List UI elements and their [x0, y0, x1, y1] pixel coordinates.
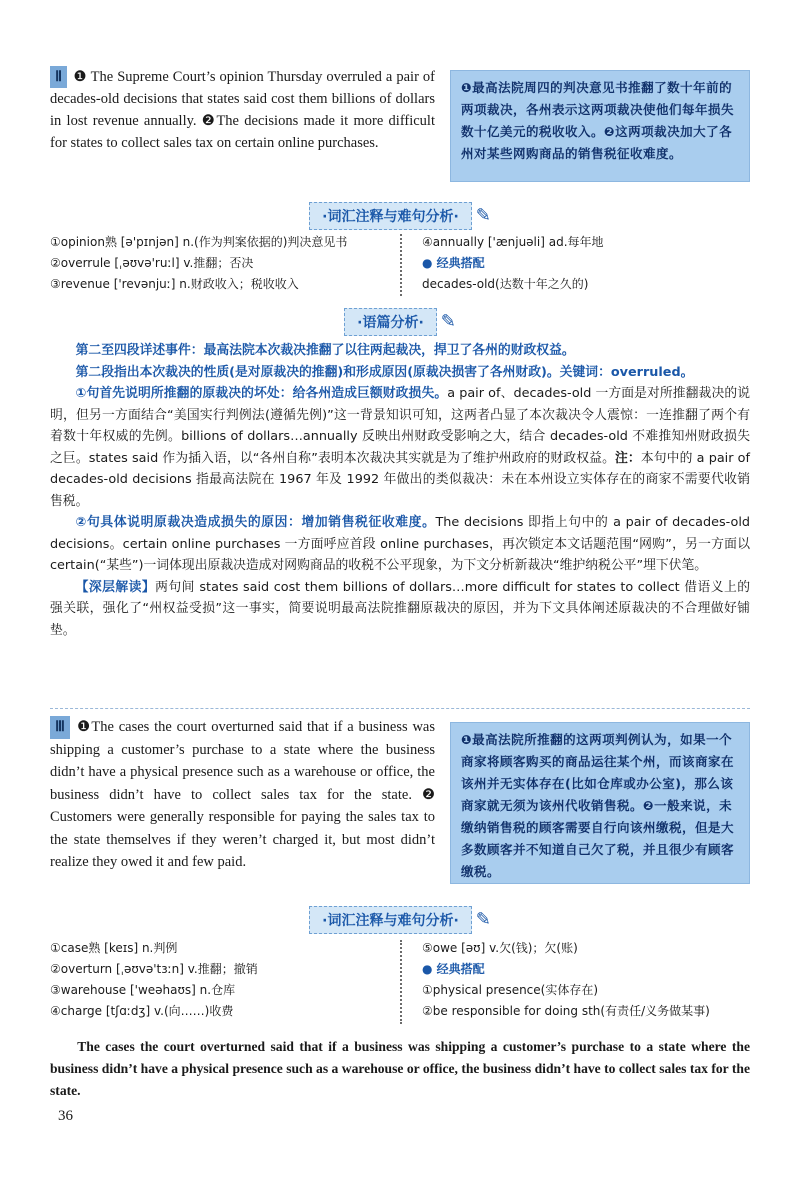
vocab-item: ④charge [tʃɑːdʒ] v.(向……)收费	[50, 1004, 234, 1018]
vocab-item: ①opinion熟 [ə'pɪnjən] n.(作为判案依据的)判决意见书	[50, 235, 348, 249]
section3-translation: ❶最高法院所推翻的这两项判例认为，如果一个商家将顾客购买的商品运往某个州，而该商家在该州并无实体存在(比如仓库或办公室)，那么该商家就无须为该州代收销售税。❷一般来说，未缴纳销售税的顾客需要自行向该州缴税，但是大多数顾客并不知道自己欠了税，并且很少有顾客缴税。	[461, 732, 735, 879]
discourse-p3	[50, 383, 750, 512]
divider-squiggle	[400, 234, 410, 296]
section2-translation-box	[450, 70, 750, 182]
pen-icon: ✎	[475, 909, 491, 930]
section2-vocab-heading: ·词汇注释与难句分析·	[309, 202, 472, 230]
discourse-p2: 第二段指出本次裁决的性质(是对原裁决的推翻)和形成原因(原裁决损害了各州财政)。关键词：overruled。	[75, 364, 694, 380]
vocab-item: ①physical presence(实体存在)	[422, 983, 599, 997]
discourse-heading-wrap	[0, 308, 800, 336]
discourse-p1: 第二至四段详述事件：最高法院本次裁决推翻了以往两起裁决，捍卫了各州的财政权益。	[75, 343, 575, 358]
vocab-item: ②overturn [ˌəʊvə'tɜːn] v.推翻；撤销	[50, 962, 258, 976]
section3-vocab-left	[50, 938, 390, 1022]
vocab-item: ③revenue ['revənjuː] n.财政收入；税收收入	[50, 277, 299, 291]
vocab-item: ①case熟 [keɪs] n.判例	[50, 941, 178, 955]
discourse-p3-note: 本句中的 a pair of decades-old decisions 指最高法院在 1967 年及 1992 年做出的类似裁决：未在本州设立实体存在的商家不需要代收销售税。	[50, 450, 751, 509]
vocab-item: ⑤owe [əʊ] v.欠(钱)；欠(账)	[422, 941, 578, 955]
discourse-heading: ·语篇分析·	[344, 308, 437, 336]
section2-passage	[50, 66, 435, 154]
collocation-label: ● 经典搭配	[422, 256, 485, 270]
discourse-p4-lead: ②句具体说明原裁决造成损失的原因：增加销售税征收难度。	[75, 515, 436, 530]
pen-icon: ✎	[440, 311, 456, 332]
section3-vocab-heading-wrap	[0, 906, 800, 934]
section3-vocab-right	[422, 938, 752, 1022]
section-divider	[50, 708, 750, 709]
vocab-item: ③warehouse ['weəhaʊs] n.仓库	[50, 983, 236, 997]
vocab-item: ④annually ['ænjuəli] ad.每年地	[422, 235, 604, 249]
section3-vocab-heading: ·词汇注释与难句分析·	[309, 906, 472, 934]
note-label: 注：	[614, 450, 641, 466]
page-number: 36	[58, 1108, 73, 1124]
deep-reading	[50, 577, 750, 642]
vocab-item: ②overrule [ˌəʊvə'ruːl] v.推翻；否决	[50, 256, 254, 270]
section3-passage-text: ❶The cases the court overturned said that if a business was shipping a customer’s purchase to a state where the business didn’t have a physical presence such as a warehouse or office, the business didn’t have to collect sales tax for the state. ❷ Customers were generally responsible for paying the sales tax to the state themselves if they weren’t charged it, but most didn’t realize they owed it and few paid.	[50, 719, 435, 870]
deep-reading-label: 【深层解读】	[75, 579, 156, 595]
discourse-p3-body: a pair of、decades-old 一方面是对所推翻裁决的说明，但另一方面结合“美国实行判例法(遵循先例)”这一背景知识可知，这两者凸显了本次裁决令人震惊：一连推翻了两个有着数十年权威的先例。billions of dollars…annually 反映出州财政受影响之大，结合 decades-old 不难推知州财政损失之巨。states said 作为插入语，以“各州自称”表明本次裁决其实就是为了维护州政府的财政权益。	[50, 386, 751, 466]
discourse-p3-lead: ①句首先说明所推翻的原裁决的坏处：给各州造成巨额财政损失。	[75, 386, 448, 401]
section3-translation-box	[450, 722, 750, 884]
section2-translation: ❶最高法院周四的判决意见书推翻了数十年前的两项裁决，各州表示这两项裁决使他们每年损失数十亿美元的税收收入。❷这两项裁决加大了各州对某些网购商品的销售税征收难度。	[461, 80, 735, 161]
section2-vocab-right	[422, 232, 752, 295]
vocab-item: ②be responsible for doing sth(有责任/义务做某事)	[422, 1004, 710, 1018]
divider-squiggle	[400, 940, 410, 1024]
discourse-p4	[50, 512, 750, 577]
vocab-item: decades-old(达数十年之久的)	[422, 277, 589, 291]
analysis-sentence-text: The cases the court overturned said that if a business was shipping a customer’s purchase to a state where the business didn’t have a physical presence such as a warehouse or office, the business didn’t have to collect sales tax for the state.	[50, 1039, 750, 1098]
analysis-sentence	[50, 1036, 750, 1102]
section2-passage-text: ❶ The Supreme Court’s opinion Thursday overruled a pair of decades-old decisions that states said cost them billions of dollars in lost revenue annually. ❷The decisions made it more difficult for states to collect sales tax on certain online purchases.	[50, 69, 435, 151]
deep-reading-body: 两句间 states said cost them billions of dollars…more difficult for states to collect 借语义上的强关联，强化了“州权益受损”这一事实，简要说明最高法院推翻原裁决的原因，并为下文具体阐述原裁决的不合理做好铺垫。	[50, 579, 751, 638]
collocation-label: ● 经典搭配	[422, 962, 485, 976]
section2-vocab-heading-wrap	[0, 202, 800, 230]
section3-passage	[50, 716, 435, 874]
pen-icon: ✎	[475, 205, 491, 226]
section2-roman: Ⅱ	[50, 66, 67, 88]
discourse-analysis	[50, 340, 750, 641]
section2-vocab-left	[50, 232, 390, 295]
discourse-p4-body: The decisions 即指上句中的 a pair of decades-old decisions。certain online purchases 一方面呼应首段 online purchases，再次锁定本文话题范围“网购”，另一方面以 certain(“某些”)一词体现出原裁决造成对网购商品的收税不公平现象，为下文分析新裁决“维护纳税公平”埋下伏笔。	[50, 515, 751, 573]
section3-roman: Ⅲ	[50, 716, 70, 739]
